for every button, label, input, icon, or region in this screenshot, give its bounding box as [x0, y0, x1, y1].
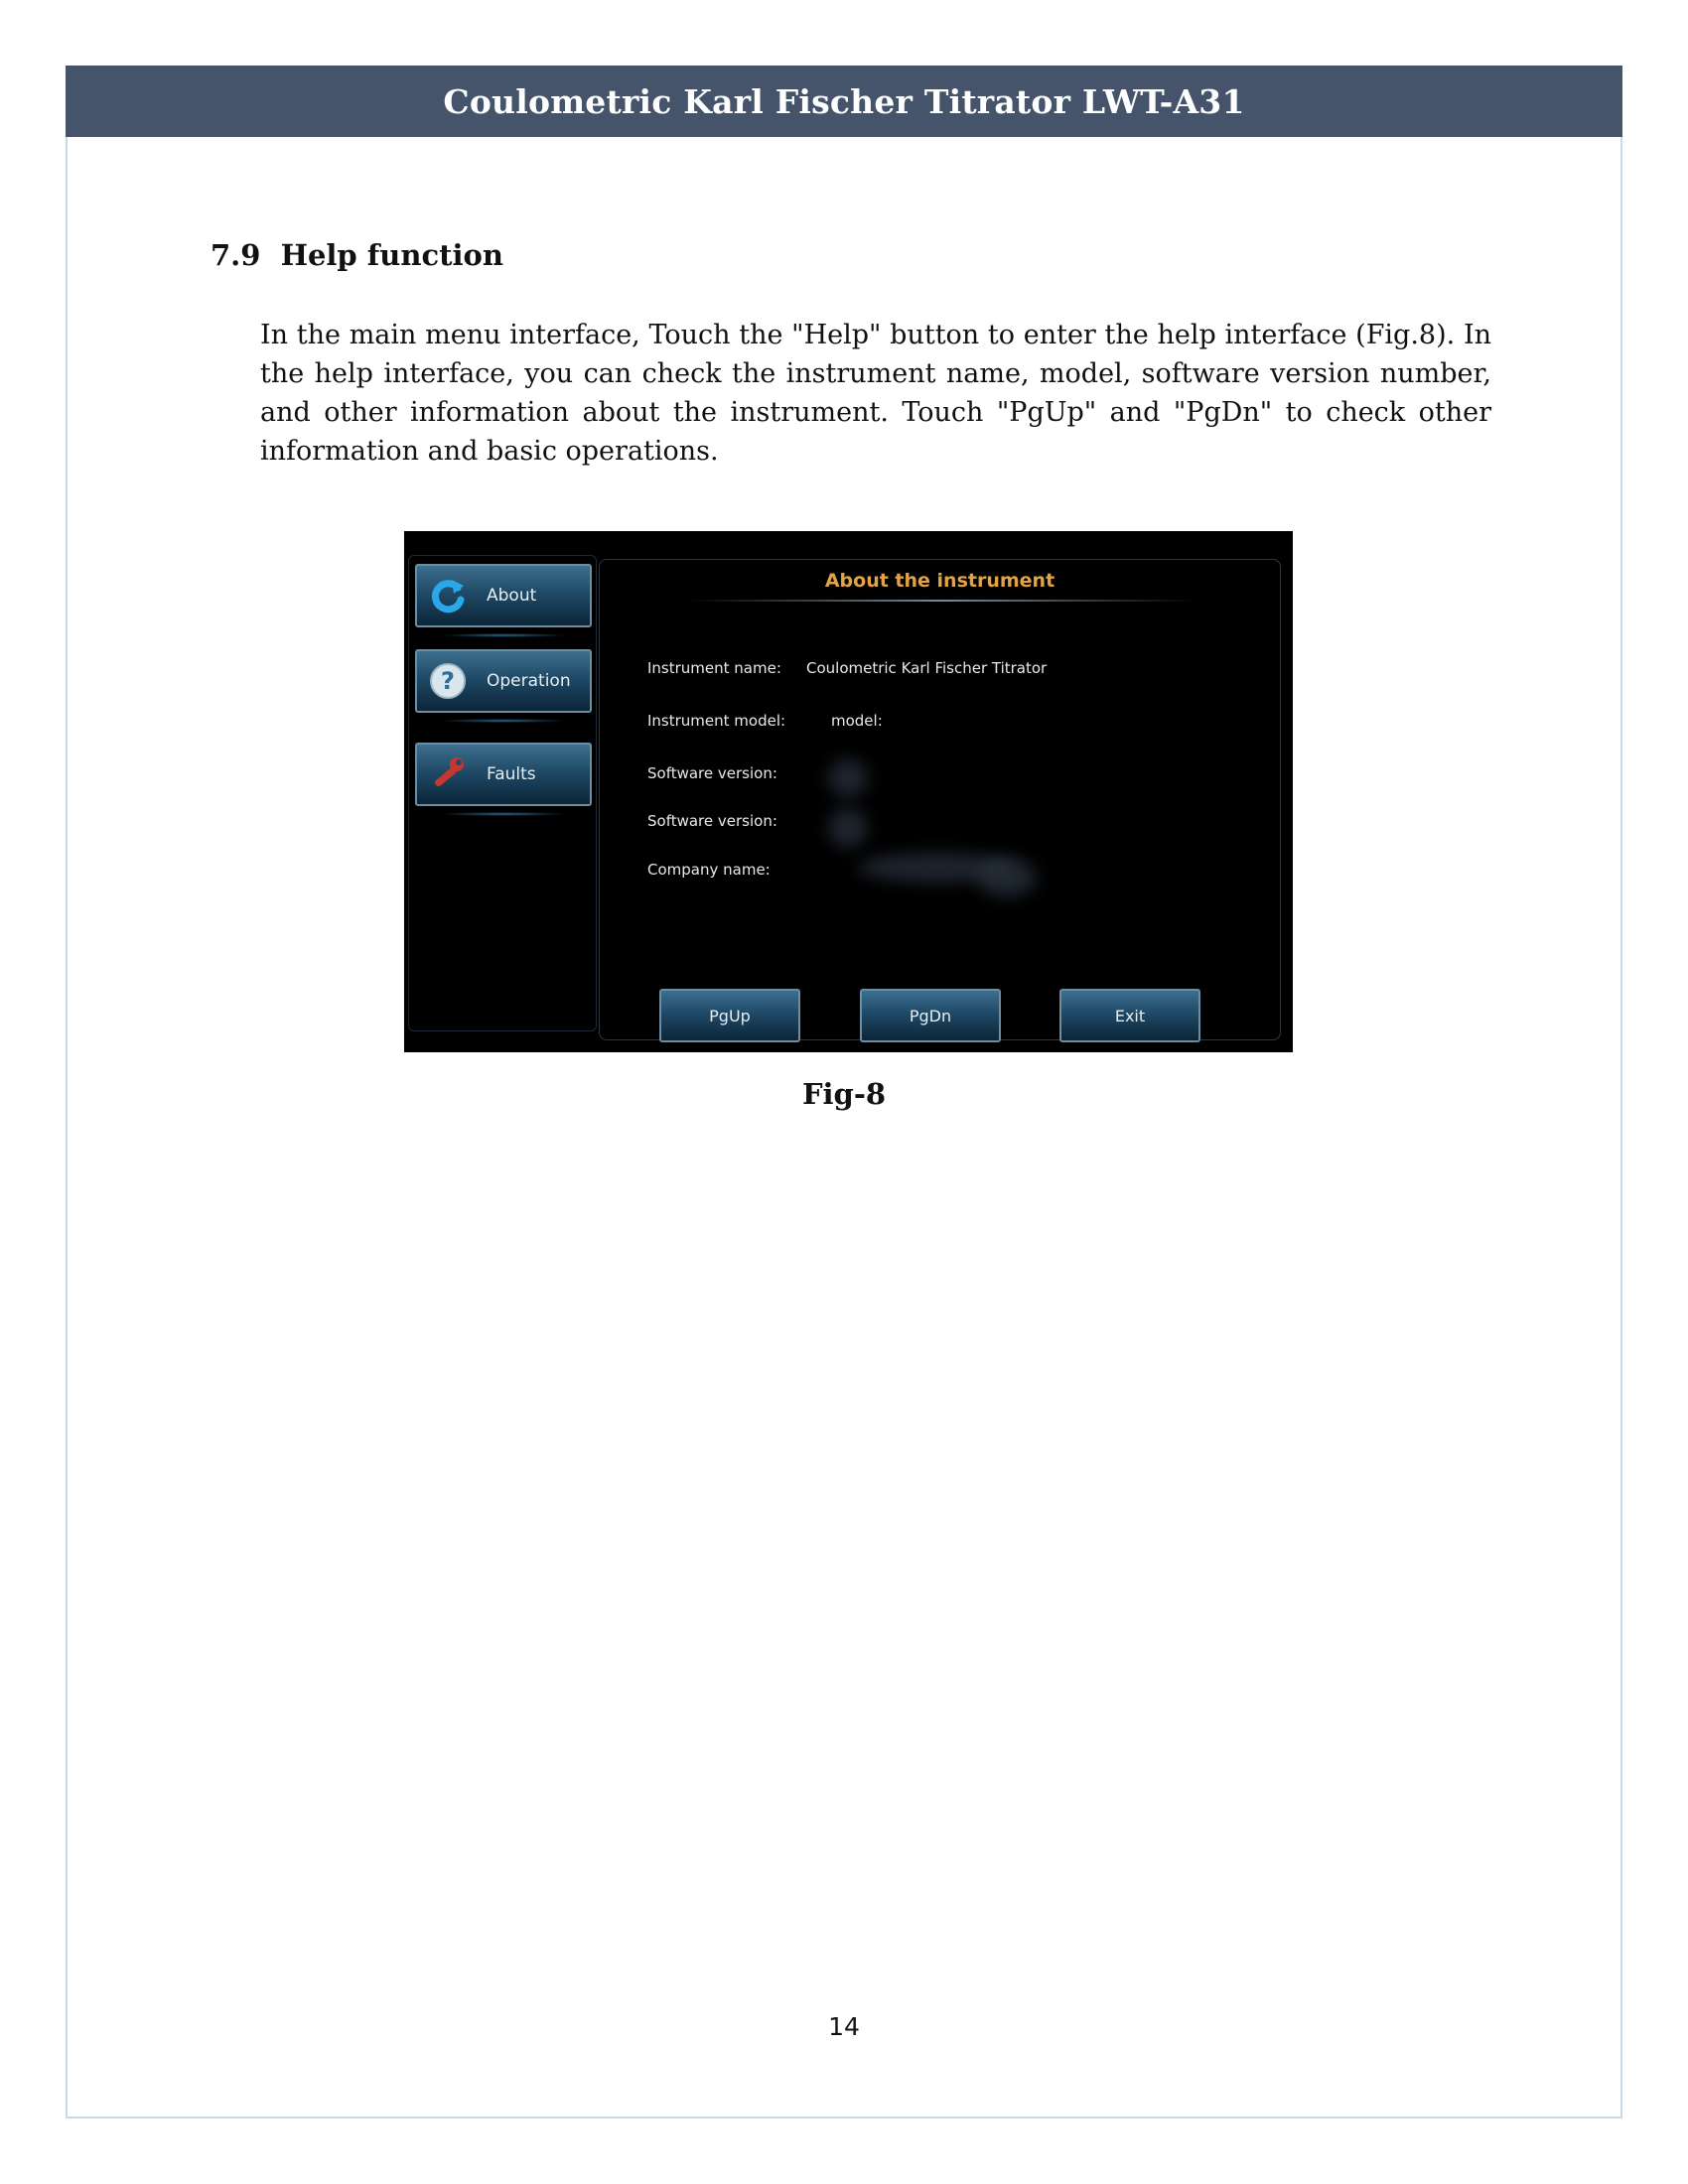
- info-label: Instrument model:: [647, 712, 786, 730]
- figure-caption: Fig-8: [801, 1077, 887, 1111]
- about-button[interactable]: [415, 564, 592, 627]
- info-row: [647, 659, 1048, 677]
- faults-button[interactable]: [415, 743, 592, 806]
- pgup-button[interactable]: [659, 989, 800, 1042]
- redacted-blur: [828, 758, 868, 798]
- divider: [439, 633, 568, 637]
- info-row: [647, 861, 771, 879]
- pgdn-label: PgDn: [909, 1006, 952, 1025]
- section-heading: [211, 238, 503, 272]
- svg-text:?: ?: [441, 667, 455, 695]
- info-label: Instrument name:: [647, 659, 781, 677]
- info-label: Software version:: [647, 764, 777, 782]
- help-sidebar: [408, 555, 597, 1031]
- info-row: [647, 812, 777, 830]
- document-title: Coulometric Karl Fischer Titrator LWT-A31: [443, 81, 1245, 121]
- divider: [439, 719, 568, 723]
- redacted-blur: [828, 808, 868, 848]
- about-label: About: [487, 586, 537, 606]
- document-header: [66, 66, 1622, 137]
- operation-button[interactable]: [415, 649, 592, 713]
- faults-label: Faults: [487, 764, 536, 784]
- refresh-icon: [425, 573, 471, 618]
- question-icon: [425, 658, 471, 704]
- info-label: Company name:: [647, 861, 771, 879]
- operation-label: Operation: [487, 671, 571, 691]
- section-title: Help function: [280, 238, 503, 272]
- panel-title: About the instrument: [824, 570, 1055, 592]
- info-label: Software version:: [647, 812, 777, 830]
- title-underline: [689, 600, 1196, 602]
- divider: [439, 812, 568, 816]
- section-paragraph: In the main menu interface, Touch the "Help" button to enter the help interface (Fig.8). In the help interface, you can check the instrument name, model, software version number, and other information about the instrument. Touch "PgUp" and "PgDn" to check other information and basic operations.: [260, 320, 1491, 467]
- pgup-label: PgUp: [709, 1006, 751, 1025]
- info-row: [647, 712, 883, 730]
- section-number: 7.9: [211, 238, 261, 272]
- exit-button[interactable]: [1059, 989, 1200, 1042]
- info-row: [647, 764, 777, 782]
- about-panel: [599, 559, 1281, 1040]
- redacted-blur: [977, 858, 1037, 897]
- info-value: model:: [831, 712, 883, 730]
- help-screen-figure: [404, 531, 1293, 1052]
- pgdn-button[interactable]: [860, 989, 1001, 1042]
- page-number: 14: [828, 2012, 860, 2041]
- exit-label: Exit: [1114, 1006, 1146, 1025]
- wrench-icon: [425, 751, 471, 797]
- info-value: Coulometric Karl Fischer Titrator: [806, 659, 1048, 677]
